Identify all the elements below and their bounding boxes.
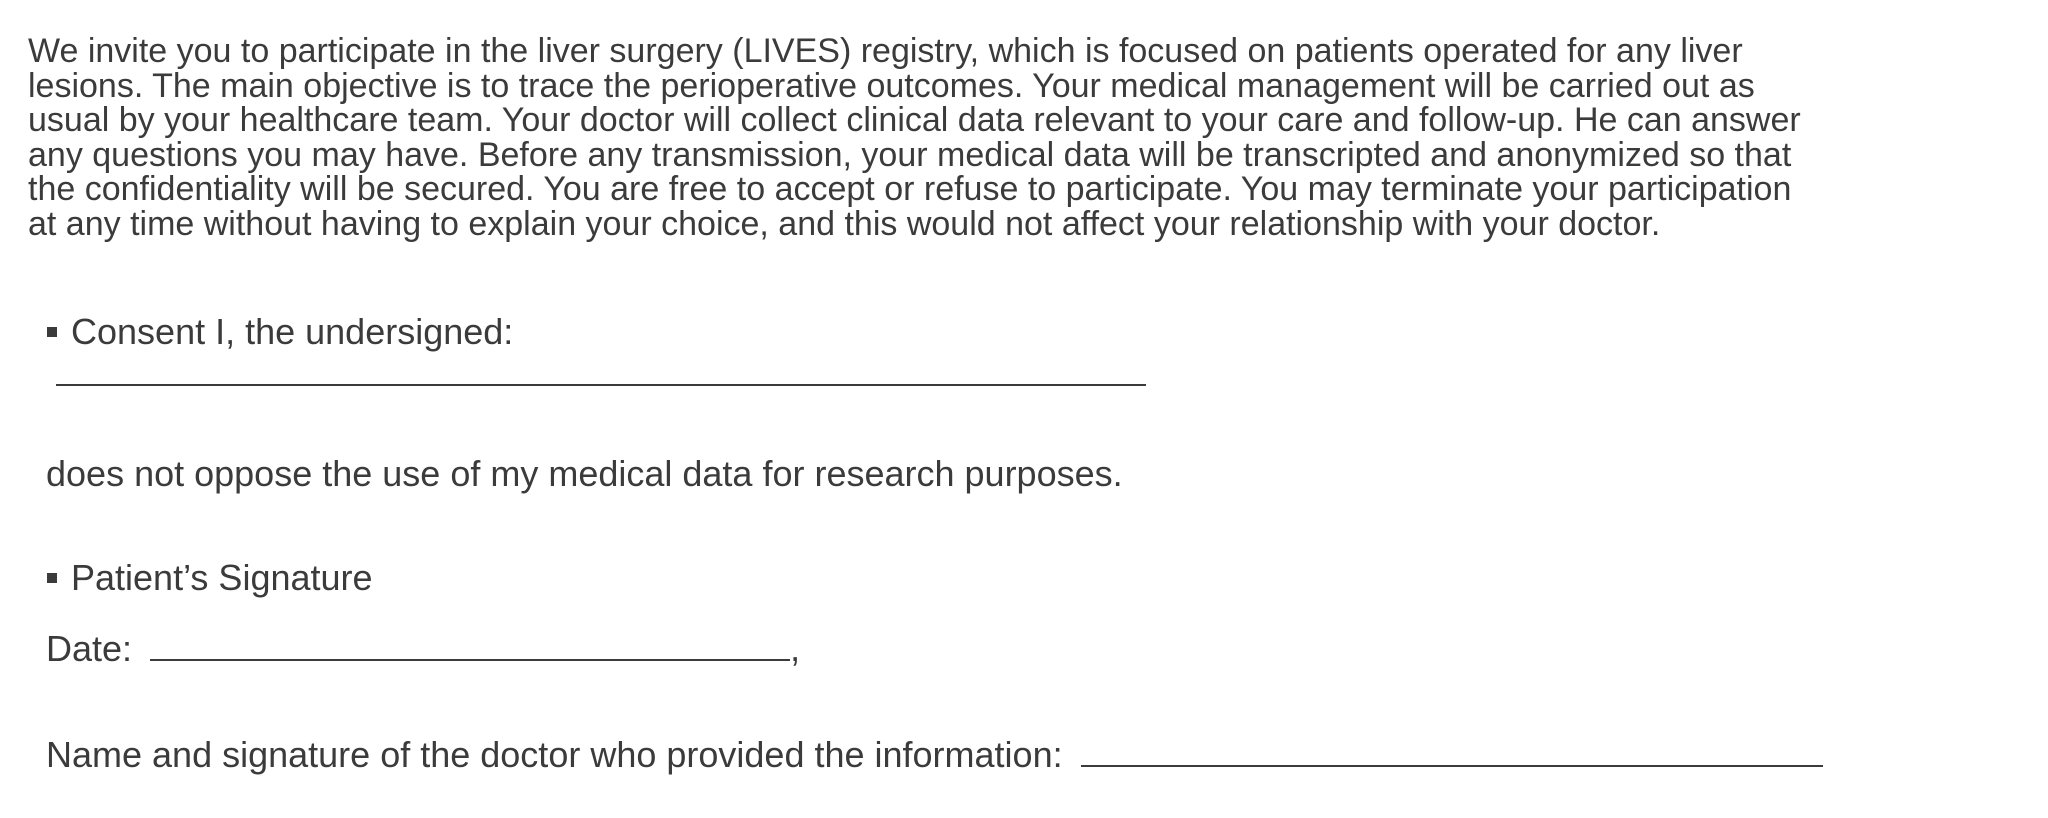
doctor-label: Name and signature of the doctor who provided the information: [46,734,1063,775]
doctor-row [46,733,1823,777]
date-field[interactable] [150,629,790,661]
signature-heading-row [47,556,373,600]
consent-statement: does not oppose the use of my medical data for research purposes. [46,453,1123,494]
undersigned-name-field[interactable] [56,384,1146,386]
date-row [46,627,800,671]
consent-heading-row [47,310,513,354]
bullet-icon [47,327,57,337]
doctor-signature-field[interactable] [1081,735,1823,767]
signature-heading: Patient’s Signature [71,557,373,598]
intro-paragraph: We invite you to participate in the liver surgery (LIVES) registry, which is focused on patients operated for any liver lesions. The main objective is to trace the perioperative outcomes. Your medical management will be carried out as usual by your healthcare team. Your doctor will collect clinical data relevant to your care and follow-up. He can answer any questions you may have. Before any transmission, your medical data will be transcripted and anonymized so that the confidentiality will be secured. You are free to accept or refuse to participate. You may terminate your participation at any time without having to explain your choice, and this would not affect your relationship with your doctor. [28,32,1801,243]
bullet-icon [47,573,57,583]
consent-heading: Consent I, the undersigned: [71,311,514,352]
date-label: Date: [46,628,133,669]
date-suffix: , [790,628,801,669]
